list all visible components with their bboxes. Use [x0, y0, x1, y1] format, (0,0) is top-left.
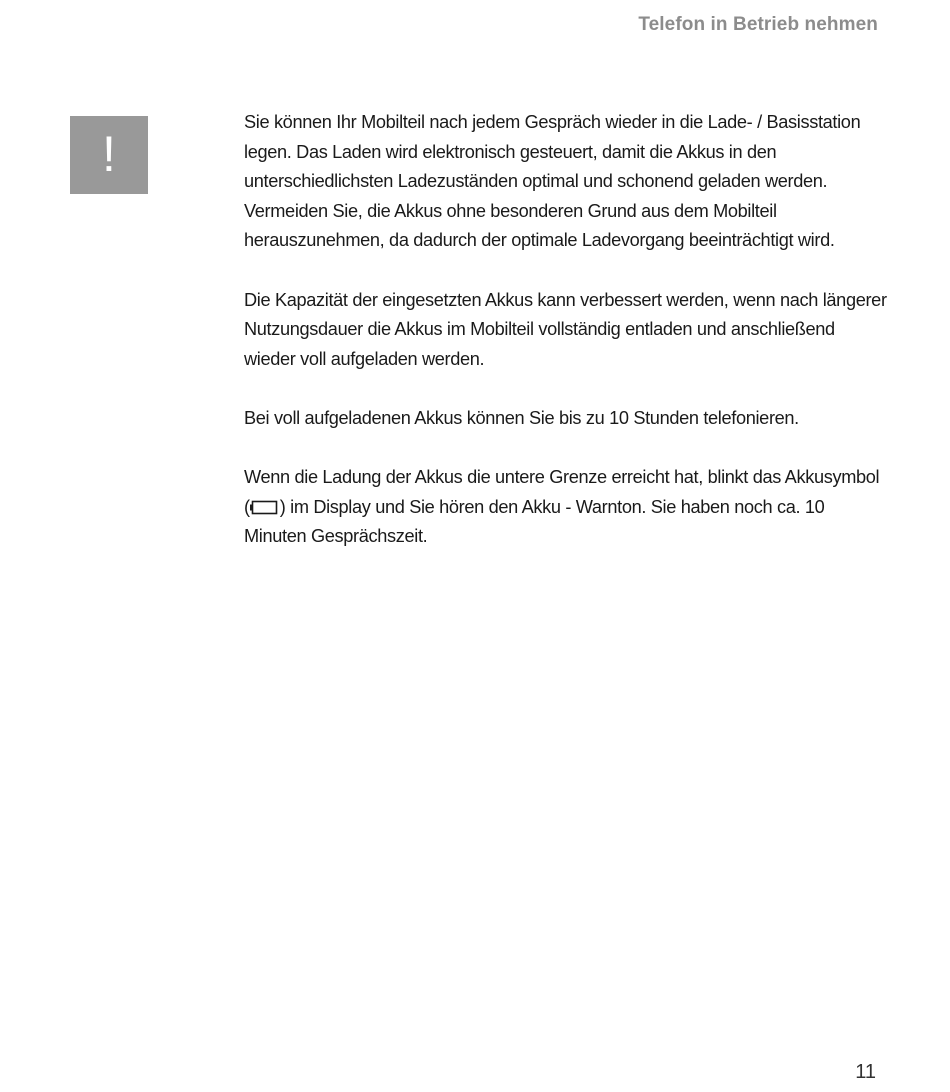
body-text	[244, 108, 889, 582]
exclamation-mark: !	[102, 126, 116, 182]
paragraph-low-battery-part-2: ) im Display und Sie hören den Akku - Warnton. Sie haben noch ca. 10 Minuten Gesprächszeit.	[244, 496, 825, 547]
paragraph-charging: Sie können Ihr Mobilteil nach jedem Gespräch wieder in die Lade- / Basisstation legen. Das Laden wird elektronisch gesteuert, damit die Akkus in den unterschiedlichsten Ladezuständen optimal und schonend geladen werden. Vermeiden Sie, die Akkus ohne besonderen Grund aus dem Mobilteil herauszunehmen, da dadurch der optimale Ladevorgang beeinträchtigt wird.	[244, 112, 861, 251]
paragraph-low-battery	[244, 463, 889, 552]
running-header-title: Telefon in Betrieb nehmen	[638, 14, 878, 35]
paragraph-talk-time: Bei voll aufgeladenen Akkus können Sie bis zu 10 Stunden telefonieren.	[244, 407, 799, 428]
page-number: 11	[855, 1061, 876, 1083]
paragraph-low-battery-part-1: Wenn die Ladung der Akkus die untere Grenze erreicht hat, blinkt das Akkusymbol (	[244, 467, 880, 517]
battery-empty-icon	[250, 500, 280, 515]
paragraph-capacity: Die Kapazität der eingesetzten Akkus kann verbessert werden, wenn nach längerer Nutzungsdauer die Akkus im Mobilteil vollständig entladen und anschließend wieder voll aufgeladen werden.	[244, 289, 887, 369]
exclamation-notice-icon	[70, 116, 148, 194]
